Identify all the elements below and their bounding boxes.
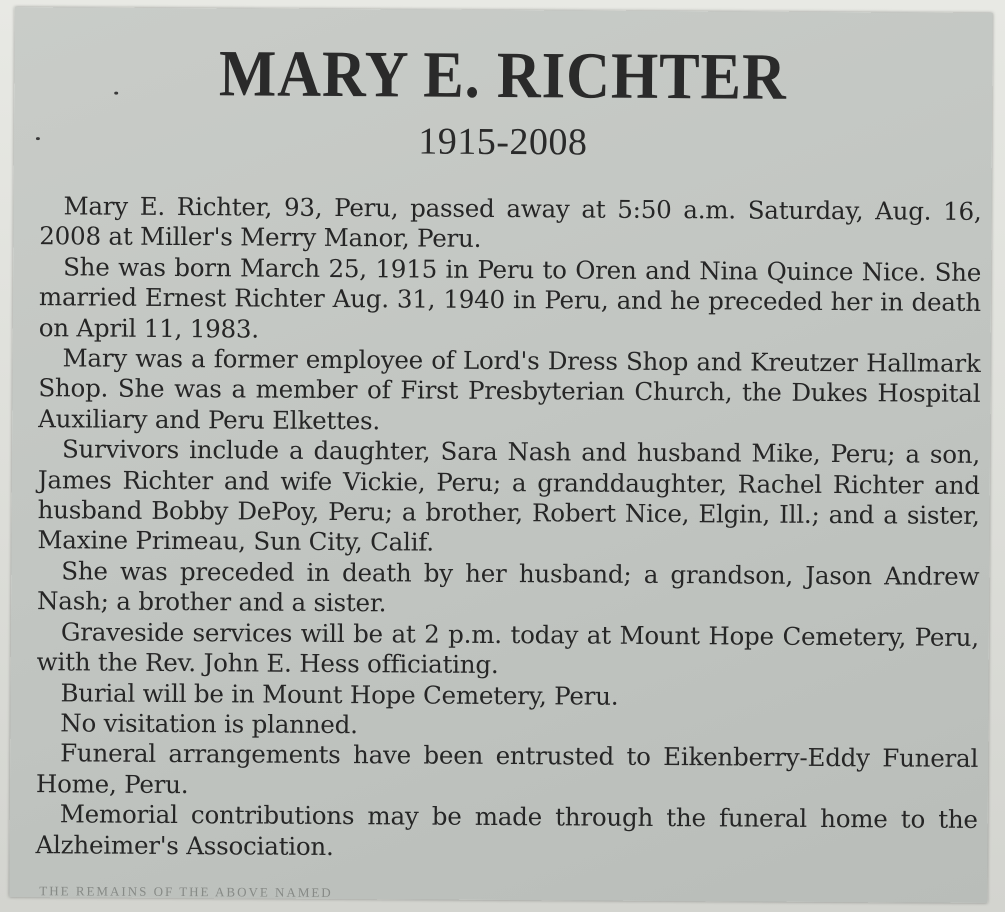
paragraph-survivors: Survivors include a daughter, Sara Nash and husband Mike, Peru; a son, James Richter and wife Vickie, Peru; a granddaughter, Rachel Richter and husband Bobby DePoy, Peru; a brother, Robert Nice, Elgin, Ill.; and a sister, Maxine Primeau, Sun City, Calif. [37,434,981,558]
paper-speck [114,92,118,95]
paragraph-visitation: No visitation is planned. [60,708,358,740]
paragraph-services: Graveside services will be at 2 p.m. today at Mount Hope Cemetery, Peru, with the Rev. John E. Hess officiating. [36,617,979,680]
paragraph-preceded: She was preceded in death by her husband; a grandson, Jason Andrew Nash; a brother and a sister. [37,556,980,618]
obituary-header [14,37,993,169]
paragraph-arrangements: Funeral arrangements have been entrusted to Eikenberry-Eddy Funeral Home, Peru. [35,738,979,799]
newspaper-clipping [9,7,992,903]
paper-speck [36,137,40,140]
paragraph-memorials: Memorial contributions may be made through the funeral home to the Alzheimer's Association. [35,799,978,861]
bleed-through-text: THE REMAINS OF THE ABOVE NAMED [39,883,333,900]
paragraph-birth-marriage: She was born March 25, 1915 in Peru to Oren and Nina Quince Nice. She married Ernest Richter Aug. 31, 1940 in Peru, and he preceded her in death on April 11, 1983. [38,252,982,344]
paragraph-employment: Mary was a former employee of Lord's Dress Shop and Kreutzer Hallmark Shop. She was a member of First Presbyterian Church, the Dukes Hospital Auxiliary and Peru Elkettes. [38,343,981,436]
paragraph-burial: Burial will be in Mount Hope Cemetery, Peru. [60,677,619,711]
life-years: 1915-2008 [418,120,588,164]
deceased-name: MARY E. RICHTER [219,37,788,114]
obituary-body [36,191,982,866]
paragraph-death-notice: Mary E. Richter, 93, Peru, passed away at 5:50 a.m. Saturday, Aug. 16, 2008 at Miller's Merry Manor, Peru. [39,191,982,254]
